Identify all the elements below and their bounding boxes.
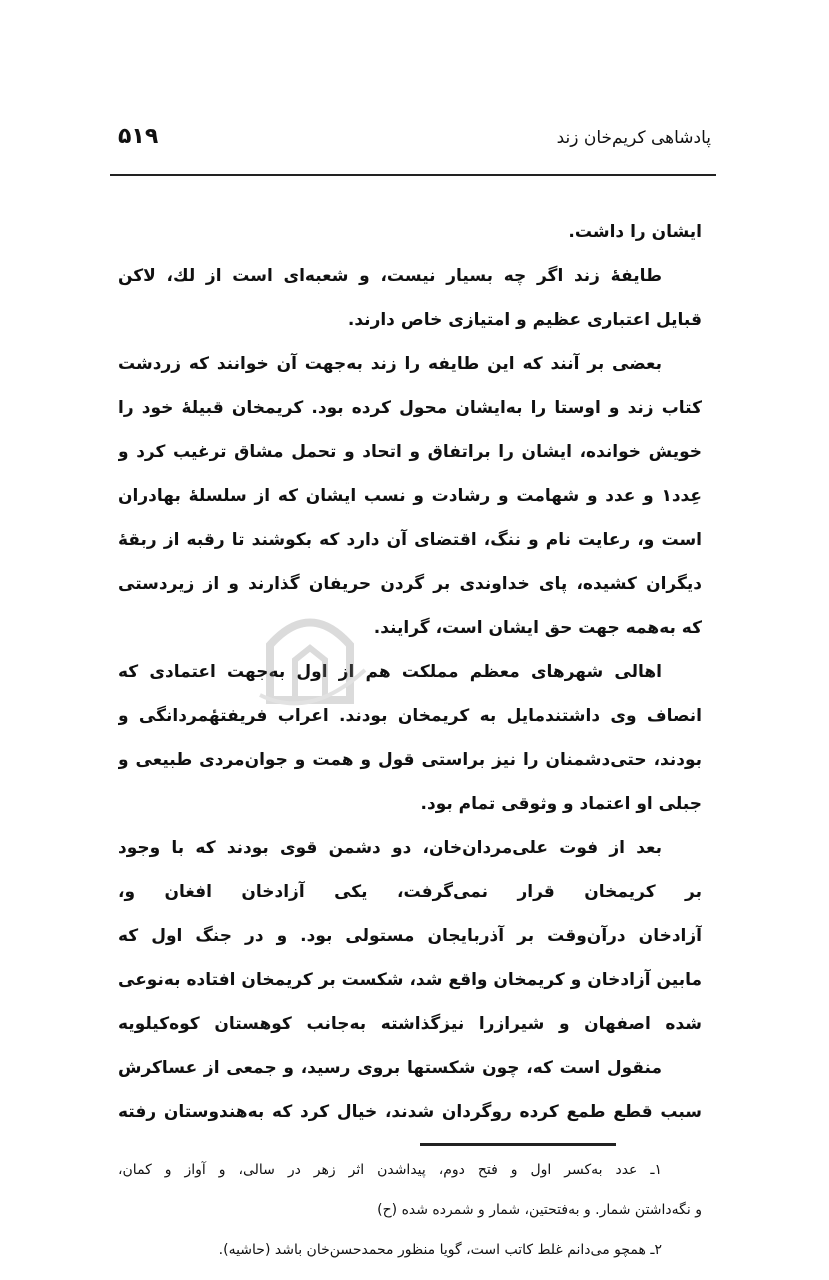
footnote-line: ۲ـ همچو می‌دانم غلط کاتب است، گویا منظور محمدحسن‌خان باشد (حاشیه).	[218, 1242, 662, 1258]
footnote-line: ۱ـ عدد به‌کسر اول و فتح دوم، پیداشدن اثر زهر در سالی، و آواز و کمان،	[118, 1162, 662, 1178]
text-line: کتاب زند و اوستا را به‌ایشان محول کرده بود. کریمخان قبیلهٔ خود را	[118, 398, 702, 418]
text-line: بعضی بر آنند که این طایفه را زند به‌جهت آن خوانند که زردشت	[118, 354, 662, 374]
text-line: ایشان را داشت.	[568, 222, 702, 242]
text-line: قبایل اعتباری عظیم و امتیازی خاص دارند.	[347, 310, 702, 330]
text-line: است و، رعایت نام و ننگ، اقتضای آن دارد که بکوشند تا رقبه از ربقهٔ	[118, 530, 702, 550]
text-line: بودند، حتی‌دشمنان را نیز براستی قول و همت و جوان‌مردی طبیعی و	[118, 750, 702, 770]
text-line: طایفهٔ زند اگر چه بسیار نیست، و شعبه‌ای است از لك، لاکن	[118, 266, 662, 286]
text-line: بر کریمخان قرار نمی‌گرفت، یکی آزادخان افغان و،	[118, 882, 702, 902]
footnote-rule	[420, 1143, 616, 1146]
running-header-title: پادشاهی کریم‌خان زند	[556, 128, 711, 148]
library-stamp-icon	[250, 600, 370, 710]
text-line: خویش خوانده، ایشان را براتفاق و اتحاد و تحمل مشاق ترغیب کرد و	[118, 442, 702, 462]
text-line: بعد از فوت علی‌مردان‌خان، دو دشمن قوی بودند که با وجود	[118, 838, 662, 858]
text-line: سبب قطع طمع کرده روگردان شدند، خیال کرد که به‌هندوستان رفته	[118, 1102, 702, 1122]
text-line: عِدد۱ و عدد و شهامت و رشادت و نسب ایشان که از سلسلهٔ بهادران	[118, 486, 702, 506]
page-number: ۵۱۹	[118, 124, 159, 149]
text-line: اهالی شهرهای معظم مملکت هم از اول به‌جهت اعتمادی که	[118, 662, 662, 682]
body-text	[118, 210, 702, 1134]
text-line: جبلی او اعتماد و وثوقی تمام بود.	[420, 794, 702, 814]
text-line: دیگران کشیده، پای خداوندی بر گردن حریفان گذارند و از زیردستی	[118, 574, 702, 594]
text-line: مابین آزادخان و کریمخان واقع شد، شکست بر کریمخان افتاده به‌نوعی	[118, 970, 702, 990]
text-line: شده اصفهان و شیرازرا نیزگذاشته به‌جانب کوهستان کوه‌کیلویه	[118, 1014, 702, 1034]
text-line: انصاف وی داشتندمایل به کریمخان بودند. اعراب فریفتهٔمردانگی و	[118, 706, 702, 726]
text-line: منقول است که، چون شکستها بروی رسید، و جمعی از عساکرش	[118, 1058, 662, 1078]
text-line: آزادخان درآن‌وقت بر آذربایجان مستولی بود. و در جنگ اول که	[118, 926, 702, 946]
footnote-line: و نگه‌داشتن شمار. و به‌فتحتین، شمار و شمرده شده (ح)	[377, 1202, 702, 1218]
header-rule	[110, 174, 716, 176]
text-line: که به‌همه جهت حق ایشان است، گرایند.	[373, 618, 702, 638]
